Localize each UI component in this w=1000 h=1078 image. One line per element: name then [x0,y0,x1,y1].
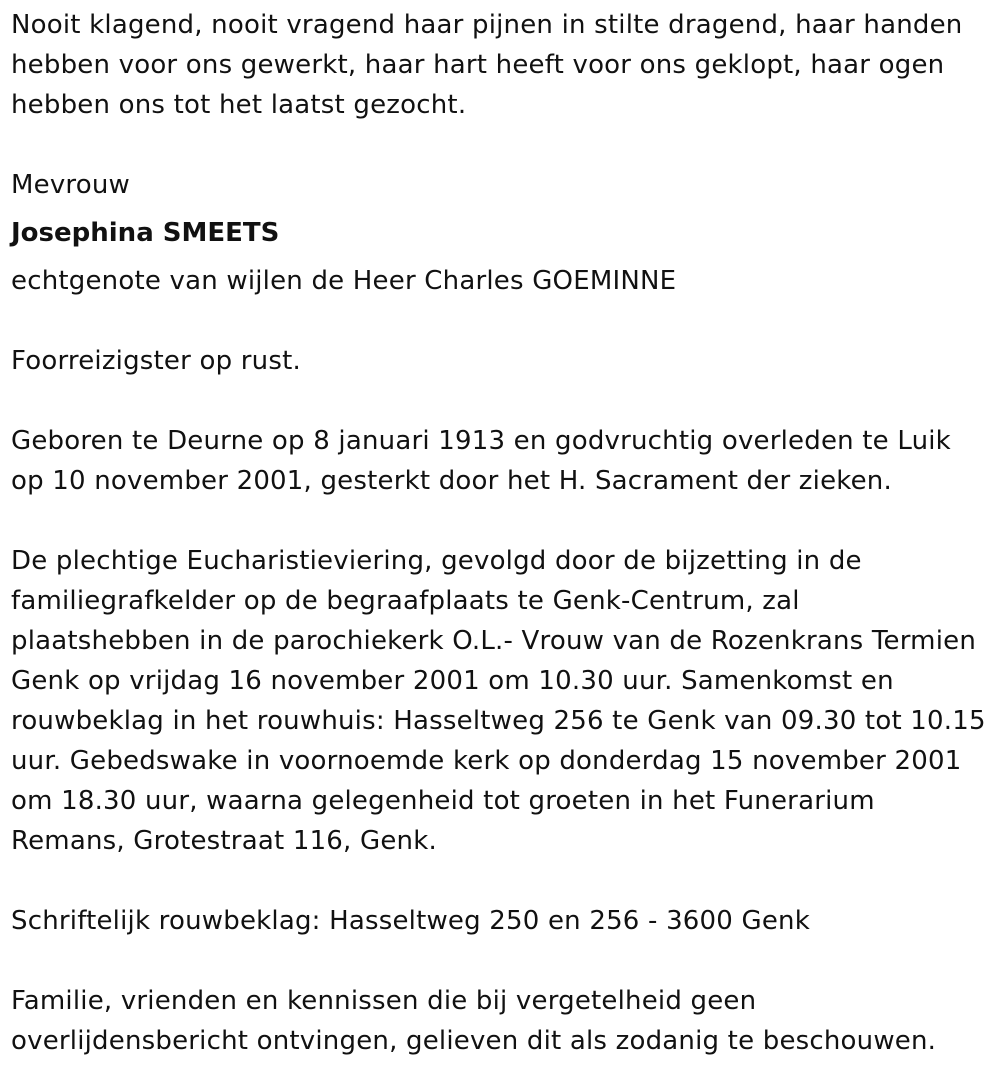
quote-line: Nooit klagend, nooit vragend haar pijnen in stilte dragend, haar handen [11,10,963,40]
quote-line: hebben ons tot het laatst gezocht. [11,90,467,120]
closing-line: overlijdensbericht ontvingen, gelieven dit als zodanig te beschouwen. [11,1026,937,1056]
ceremony-line: De plechtige Eucharistieviering, gevolgd door de bijzetting in de [11,546,862,576]
obituary-document [11,5,991,1061]
quote-paragraph [11,5,991,125]
spouse-line: echtgenote van wijlen de Heer Charles GOEMINNE [11,266,677,296]
birth-death-line: Geboren te Deurne op 8 januari 1913 en godvruchtig overleden te Luik [11,426,951,456]
closing-paragraph [11,981,991,1061]
birth-death-line: op 10 november 2001, gesterkt door het H. Sacrament der zieken. [11,466,892,496]
title-salutation: Mevrouw [11,170,130,200]
ceremony-line: plaatshebben in de parochiekerk O.L.- Vrouw van de Rozenkrans Termien [11,626,977,656]
ceremony-line: rouwbeklag in het rouwhuis: Hasseltweg 256 te Genk van 09.30 tot 10.15 [11,706,986,736]
quote-line: hebben voor ons gewerkt, haar hart heeft voor ons geklopt, haar ogen [11,50,945,80]
condolence-address: Schriftelijk rouwbeklag: Hasseltweg 250 en 256 - 3600 Genk [11,906,810,936]
ceremony-paragraph [11,541,991,861]
ceremony-line: Remans, Grotestraat 116, Genk. [11,826,437,856]
ceremony-line: Genk op vrijdag 16 november 2001 om 10.30 uur. Samenkomst en [11,666,894,696]
ceremony-line: om 18.30 uur, waarna gelegenheid tot groeten in het Funerarium [11,786,875,816]
occupation-line: Foorreizigster op rust. [11,346,301,376]
ceremony-line: uur. Gebedswake in voornoemde kerk op donderdag 15 november 2001 [11,746,962,776]
birth-death-paragraph [11,421,991,501]
ceremony-line: familiegrafkelder op de begraafplaats te Genk-Centrum, zal [11,586,800,616]
closing-line: Familie, vrienden en kennissen die bij vergetelheid geen [11,986,757,1016]
deceased-name: Josephina SMEETS [11,218,280,248]
